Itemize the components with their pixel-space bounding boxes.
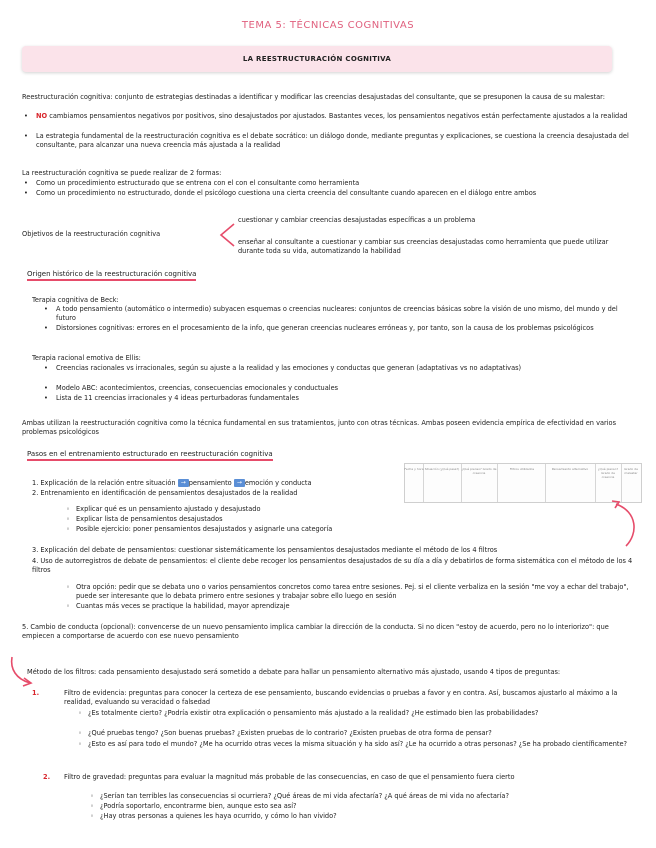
filter-1-question-1: ◦ ¿Es totalmente cierto? ¿Podría existir otra explicación o pensamiento más ajustado a la realidad? ¿He estimado bien las probabilidades?: [88, 709, 634, 718]
filter-1-question-3: ◦ ¿Esto es así para todo el mundo? ¿Me ha ocurrido otras veces la misma situación y ha sido así? ¿Le ha ocurrido a otras personas? ¿Se ha probado científicamente?: [88, 740, 634, 749]
step-1-part-a: 1. Explicación de la relación entre situación: [32, 479, 176, 487]
intro-paragraph: Reestructuración cognitiva: conjunto de estrategias destinadas a identificar y modificar las creencias desajustadas del consultante, que se presuponen la causa de su malestar:: [22, 93, 605, 101]
curved-arrow-icon: [610, 500, 640, 550]
step-1: [32, 479, 312, 488]
objective-1: cuestionar y cambiar creencias desajustadas específicas a un problema: [238, 216, 476, 224]
step-4: 4. Uso de autorregistros de debate de pensamientos: el cliente debe recoger los pensamientos desajustados de su día a día y debatirlos de forma sistemática con el método de los 4 filtros: [32, 557, 633, 574]
objective-2: enseñar al consultante a cuestionar y cambiar sus creencias desajustadas como herramienta que puede utilizar durante toda su vida, automatizando la habilidad: [238, 238, 609, 255]
thumb-header: Pensamiento alternativo: [551, 467, 589, 471]
ellis-bullet-2: • Modelo ABC: acontecimientos, creencias, consecuencias emocionales y conductuales: [56, 384, 634, 393]
filter-2: Filtro de gravedad: preguntas para evaluar la magnitud más probable de las consecuencias, en caso de que el pensamiento fuera cierto: [64, 773, 515, 781]
beck-title: Terapia cognitiva de Beck:: [32, 296, 119, 304]
thumb-header: Fecha y hora: [404, 467, 424, 471]
step-1-part-b: pensamiento: [188, 479, 232, 487]
no-highlight: NO: [36, 112, 48, 120]
origin-heading-text: Origen histórico de la reestructuración cognitiva: [27, 270, 196, 281]
steps-heading: [27, 450, 273, 459]
beck-bullet-1: • A todo pensamiento (automático o intermedio) subyacen esquemas o creencias nucleares: conjuntos de creencias básicas sobre la visión de uno mismo, del mundo y del futuro: [56, 305, 634, 323]
arrow-right-icon: →: [178, 479, 189, 487]
ellis-bullet-1: • Creencias racionales vs irracionales, según su ajuste a la realidad y las emociones y conductas que generan (adaptativas vs no adaptativas): [56, 364, 634, 373]
beck-bullet-2: • Distorsiones cognitivas: errores en el procesamiento de la info, que generan creencias nucleares erróneas y, por tanto, son la causa de los problemas psicológicos: [56, 324, 634, 333]
both-paragraph: Ambas utilizan la reestructuración cognitiva como la técnica fundamental en sus tratamientos, junto con otras técnicas. Ambas poseen evidencia empírica de efectividad en varios problemas psicológicos: [22, 419, 617, 436]
filter-1: Filtro de evidencia: preguntas para conocer la certeza de ese pensamiento, buscando evidencias o pruebas a favor y en contra. Así, buscamos ajustarlo al máximo a la realidad, evaluando su veracidad o falsedad: [64, 689, 618, 706]
filter-2-question-3: ◦ ¿Hay otras personas a quienes les haya ocurrido, y cómo lo han vivido?: [100, 812, 634, 821]
forms-bullet-2: • Como un procedimiento no estructurado, donde el psicólogo cuestiona una cierta creencia del consultante cuando aparecen en el diálogo entre ambos: [36, 189, 634, 198]
intro-bullet-1: [36, 112, 634, 121]
thumb-header: Filtros utilizados: [509, 467, 535, 471]
filter-1-question-2: ◦ ¿Qué pruebas tengo? ¿Son buenas pruebas? ¿Existen pruebas de lo contrario? ¿Existen pruebas de otra forma de pensar?: [88, 729, 634, 738]
ellis-bullet-3: • Lista de 11 creencias irracionales y 4 ideas perturbadoras fundamentales: [56, 394, 634, 403]
banner-title: LA REESTRUCTURACIÓN COGNITIVA: [242, 55, 392, 63]
intro-bullet-1-text: cambiamos pensamientos negativos por positivos, sino desajustados por ajustados. Bastantes veces, los pensamientos negativos están perfectamente ajustados a la realidad: [47, 112, 628, 120]
step-1-part-c: emoción y conducta: [244, 479, 312, 487]
steps-heading-text: Pasos en el entrenamiento estructurado en reestructuración cognitiva: [27, 450, 273, 461]
filter-2-question-1: ◦ ¿Serían tan terribles las consecuencias si ocurriera? ¿Qué áreas de mi vida afectaría? ¿A qué áreas de mi vida no afectaría?: [100, 792, 634, 801]
thumb-header: ¿Qué pienso? Grado de creencia: [597, 467, 619, 479]
thumb-header: ¿Qué pienso? Grado de creencia: [461, 467, 497, 475]
filter-1-number: 1.: [32, 689, 40, 697]
section-banner: [22, 46, 612, 72]
step-2-sub-2: ◦ Explicar lista de pensamientos desajustados: [76, 515, 223, 524]
autorregistro-table-thumbnail: [404, 463, 642, 503]
filter-2-number: 2.: [43, 773, 51, 781]
step-4-sub-2: ◦ Cuantas más veces se practique la habilidad, mayor aprendizaje: [76, 602, 634, 611]
arrow-right-icon: →: [234, 479, 245, 487]
filter-2-question-2: ◦ ¿Podría soportarlo, encontrarme bien, aunque esto sea así?: [100, 802, 634, 811]
objectives-label: Objetivos de la reestructuración cognitiva: [22, 230, 161, 238]
thumb-header: Grado de malestar: [624, 467, 638, 475]
step-2-sub-3: ◦ Posible ejercicio: poner pensamientos desajustados y asignarle una categoría: [76, 525, 332, 534]
thumb-header: Situación (¿Qué pasa?): [424, 467, 460, 471]
step-2-sub-1: ◦ Explicar qué es un pensamiento ajustado y desajustado: [76, 505, 261, 514]
objectives-brace: [218, 222, 236, 248]
step-4-sub-1: ◦ Otra opción: pedir que se debata uno o varios pensamientos concretos como tarea entre sesiones. Pej. si el cliente verbaliza en la sesión "me voy a echar del trabajo", puede ser interesante que lo debata primero entre sesiones y trabajar sobre ello luego en sesión: [76, 583, 634, 601]
step-5: 5. Cambio de conducta (opcional): convencerse de un nuevo pensamiento implica cambiar la dirección de la conducta. Si no dicen "estoy de acuerdo, pero no lo interiorizo": que empiecen a comportarse de acuerdo con ese nuevo pensamiento: [22, 623, 609, 640]
step-2: 2. Entrenamiento en identificación de pensamientos desajustados de la realidad: [32, 489, 298, 497]
forms-intro: La reestructuración cognitiva se puede realizar de 2 formas:: [22, 169, 222, 177]
step-3: 3. Explicación del debate de pensamientos: cuestionar sistemáticamente los pensamientos desajustados mediante el método de los 4 filtros: [32, 546, 498, 554]
filters-intro: Método de los filtros: cada pensamiento desajustado será sometido a debate para hallar un pensamiento alternativo más ajustado, usando 4 tipos de preguntas:: [27, 668, 561, 676]
intro-bullet-2: • La estrategia fundamental de la reestructuración cognitiva es el debate socrático: un diálogo donde, mediante preguntas y explicaciones, se cuestiona la creencia desajustada del consultante, para alcanzar una nueva creencia más ajustada a la realidad: [36, 132, 634, 150]
page-title: TEMA 5: TÉCNICAS COGNITIVAS: [241, 20, 415, 31]
ellis-title: Terapia racional emotiva de Ellis:: [32, 354, 141, 362]
forms-bullet-1: • Como un procedimiento estructurado que se entrena con el con el consultante como herramienta: [36, 179, 634, 188]
origin-heading: [27, 270, 196, 279]
